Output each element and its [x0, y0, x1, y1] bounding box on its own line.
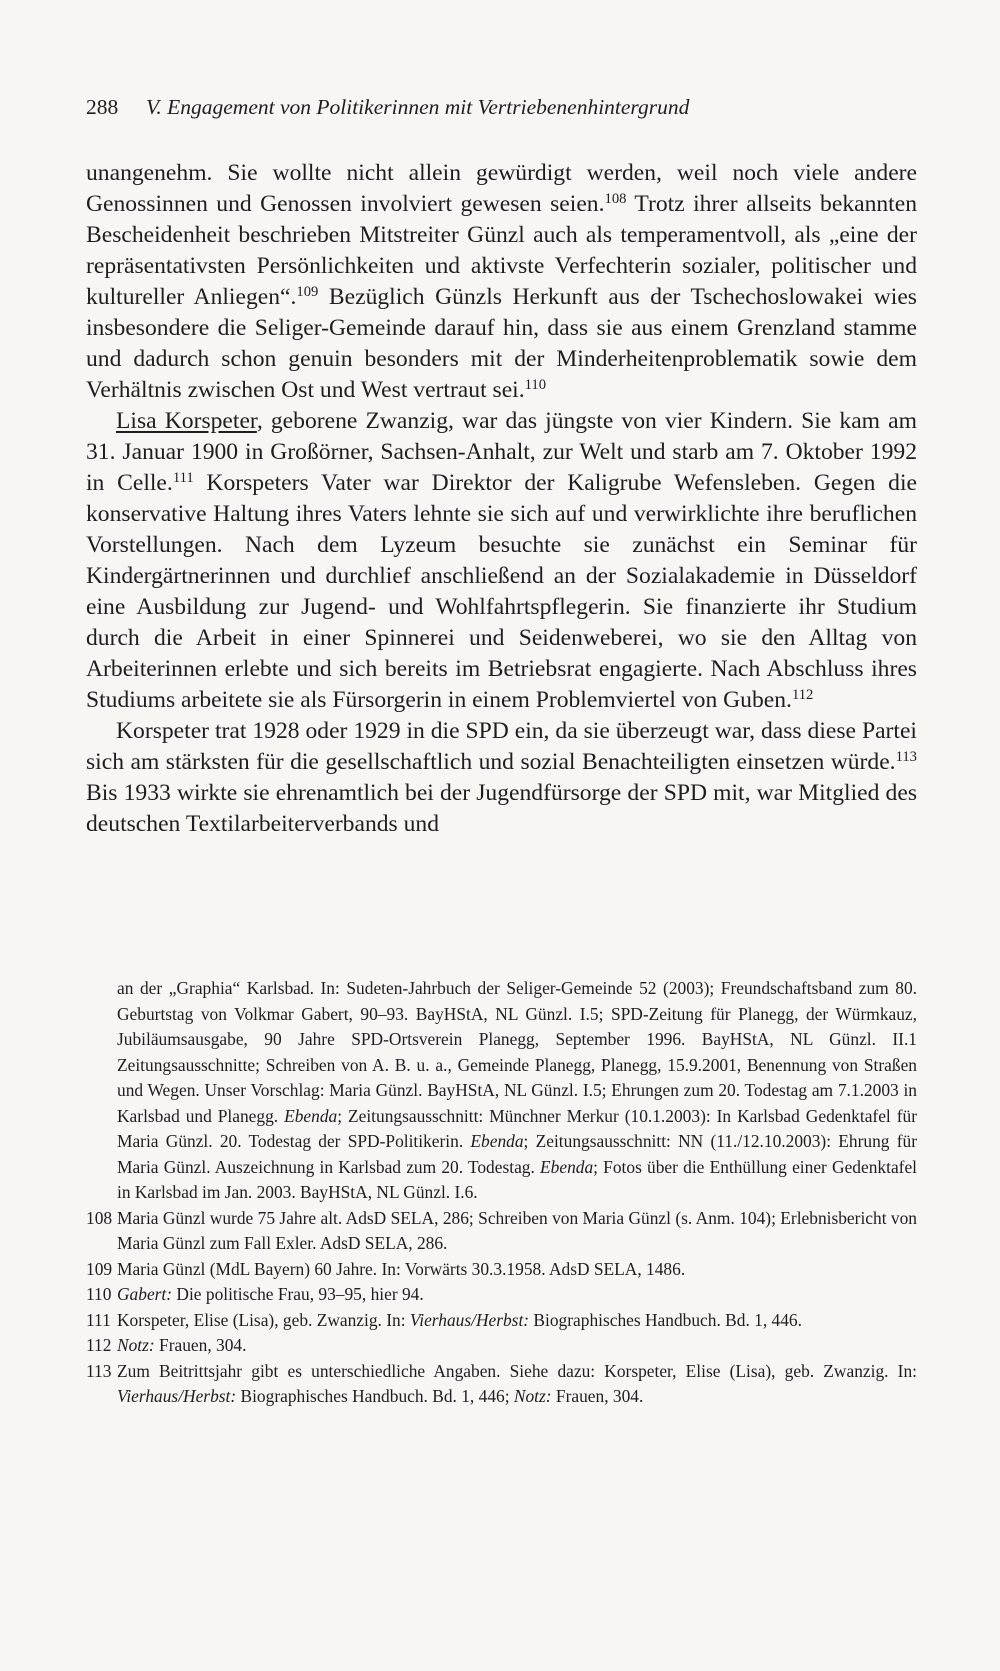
- paragraph-3: Korspeter trat 1928 oder 1929 in die SPD ein, da sie überzeugt war, dass diese Partei sich am stärksten für die gesellschaftlich und sozial Benachteiligten einsetzen würde.$^{113}$ Bis 1933 wirkte sie ehrenamtlich bei der Jugendfürsorge der SPD mit, war Mitglied des deutschen Textilarbeiterverbands und: [86, 718, 917, 837]
- footnote-112: 112 Notz: Frauen, 304.: [86, 1335, 247, 1355]
- footnote-113: 113 Zum Beitrittsjahr gibt es unterschiedliche Angaben. Siehe dazu: Korspeter, Elise (Lisa), geb. Zwanzig. In: Vierhaus/Herbst: Biographisches Handbuch. Bd. 1, 446; Notz: Frauen, 304.: [86, 1360, 917, 1406]
- footnote-ref-110: 110: [524, 376, 547, 393]
- footnote-ref-109: 109: [296, 283, 319, 300]
- footnote-ref-108: 108: [604, 190, 627, 207]
- footnote-ref-112: 112: [791, 686, 814, 703]
- footnote-110: 110 Gabert: Die politische Frau, 93–95, hier 94.: [86, 1284, 424, 1304]
- footnote-ref-111: 111: [172, 469, 194, 486]
- footnote-108: 108 Maria Günzl wurde 75 Jahre alt. AdsD SELA, 286; Schreiben von Maria Günzl (s. Anm. 104); Erlebnisbericht von Maria Günzl zum Fall Exler. AdsD SELA, 286.: [86, 1207, 917, 1253]
- main-text: [86, 158, 917, 840]
- footnote-ref-113: 113: [895, 748, 917, 765]
- paragraph-2: Lisa Korspeter, geborene Zwanzig, war das jüngste von vier Kindern. Sie kam am 31. Januar 1900 in Großörner, Sachsen-Anhalt, zur Welt und starb am 7. Oktober 1992 in Celle.$^{111}$ Korspeters Vater war Direktor der Kaligrube Wefensleben. Gegen die konservative Haltung ihres Vaters lehnte sie sich auf und verwirklichte ihre beruflichen Vorstellungen. Nach dem Lyzeum besuchte sie zunächst ein Seminar für Kindergärtnerinnen und durchlief anschließend an der Sozialakademie in Düsseldorf eine Ausbildung zur Jugend- und Wohlfahrtspflegerin. Sie finanzierte ihr Studium durch die Arbeit in einer Spinnerei und Seidenweberei, wo sie den Alltag von Arbeiterinnen erlebte und sich bereits im Betriebsrat engagierte. Nach Abschluss ihres Studiums arbeitete sie als Fürsorgerin in einem Problemviertel von Guben.$^{112}$: [86, 408, 917, 713]
- chapter-title: V. Engagement von Politikerinnen mit Vertriebenenhintergrund: [146, 95, 690, 119]
- running-header: [86, 92, 906, 122]
- footnote-continuation: an der „Graphia“ Karlsbad. In: Sudeten-Jahrbuch der Seliger-Gemeinde 52 (2003); Freundschaftsband zum 80. Geburtstag von Volkmar Gabert, 90–93. BayHStA, NL Günzl. I.5; SPD-Zeitung für Planegg, der Würmkauz, Jubiläumsausgabe, 90 Jahre SPD-Ortsverein Planegg, September 1996. BayHStA, NL Günzl. II.1 Zeitungsausschnitte; Schreiben von A. B. u. a., Gemeinde Planegg, Planegg, 15.9.2001, Benennung von Straßen und Wegen. Unser Vorschlag: Maria Günzl. BayHStA, NL Günzl. I.5; Ehrungen zum 20. Todestag am 7.1.2003 in Karlsbad und Planegg. Ebenda; Zeitungsausschnitt: Münchner Merkur (10.1.2003): In Karlsbad Gedenktafel für Maria Günzl. 20. Todestag der SPD-Politikerin. Ebenda; Zeitungsausschnitt: NN (11./12.10.2003): Ehrung für Maria Günzl. Auszeichnung in Karlsbad zum 20. Todestag. Ebenda; Fotos über die Enthüllung einer Gedenktafel in Karlsbad im Jan. 2003. BayHStA, NL Günzl. I.6.: [117, 978, 917, 1202]
- footnote-109: 109 Maria Günzl (MdL Bayern) 60 Jahre. In: Vorwärts 30.3.1958. AdsD SELA, 1486.: [86, 1258, 686, 1279]
- person-name: Lisa Korspeter: [116, 408, 257, 434]
- page-number: 288: [86, 95, 119, 119]
- paragraph-1: unangenehm. Sie wollte nicht allein gewürdigt werden, weil noch viele andere Genossinnen und Genossen involviert gewesen seien.$^{108}$ Trotz ihrer allseits bekannten Bescheidenheit beschrieben Mitstreiter Günzl auch als temperamentvoll, als „eine der repräsentativsten Persönlichkeiten und aktivste Verfechterin sozialer, politischer und kultureller Anliegen“.$^{109}$ Bezüglich Günzls Herkunft aus der Tschechoslowakei wies insbesondere die Seliger-Gemeinde darauf hin, dass sie aus einem Grenzland stamme und dadurch schon genuin besonders mit der Minderheitenproblematik sowie dem Verhältnis zwischen Ost und West vertraut sei.$^{110}$: [86, 160, 918, 403]
- footnotes: [86, 976, 917, 1410]
- footnote-111: 111 Korspeter, Elise (Lisa), geb. Zwanzig. In: Vierhaus/Herbst: Biographisches Handbuch. Bd. 1, 446.: [86, 1309, 802, 1330]
